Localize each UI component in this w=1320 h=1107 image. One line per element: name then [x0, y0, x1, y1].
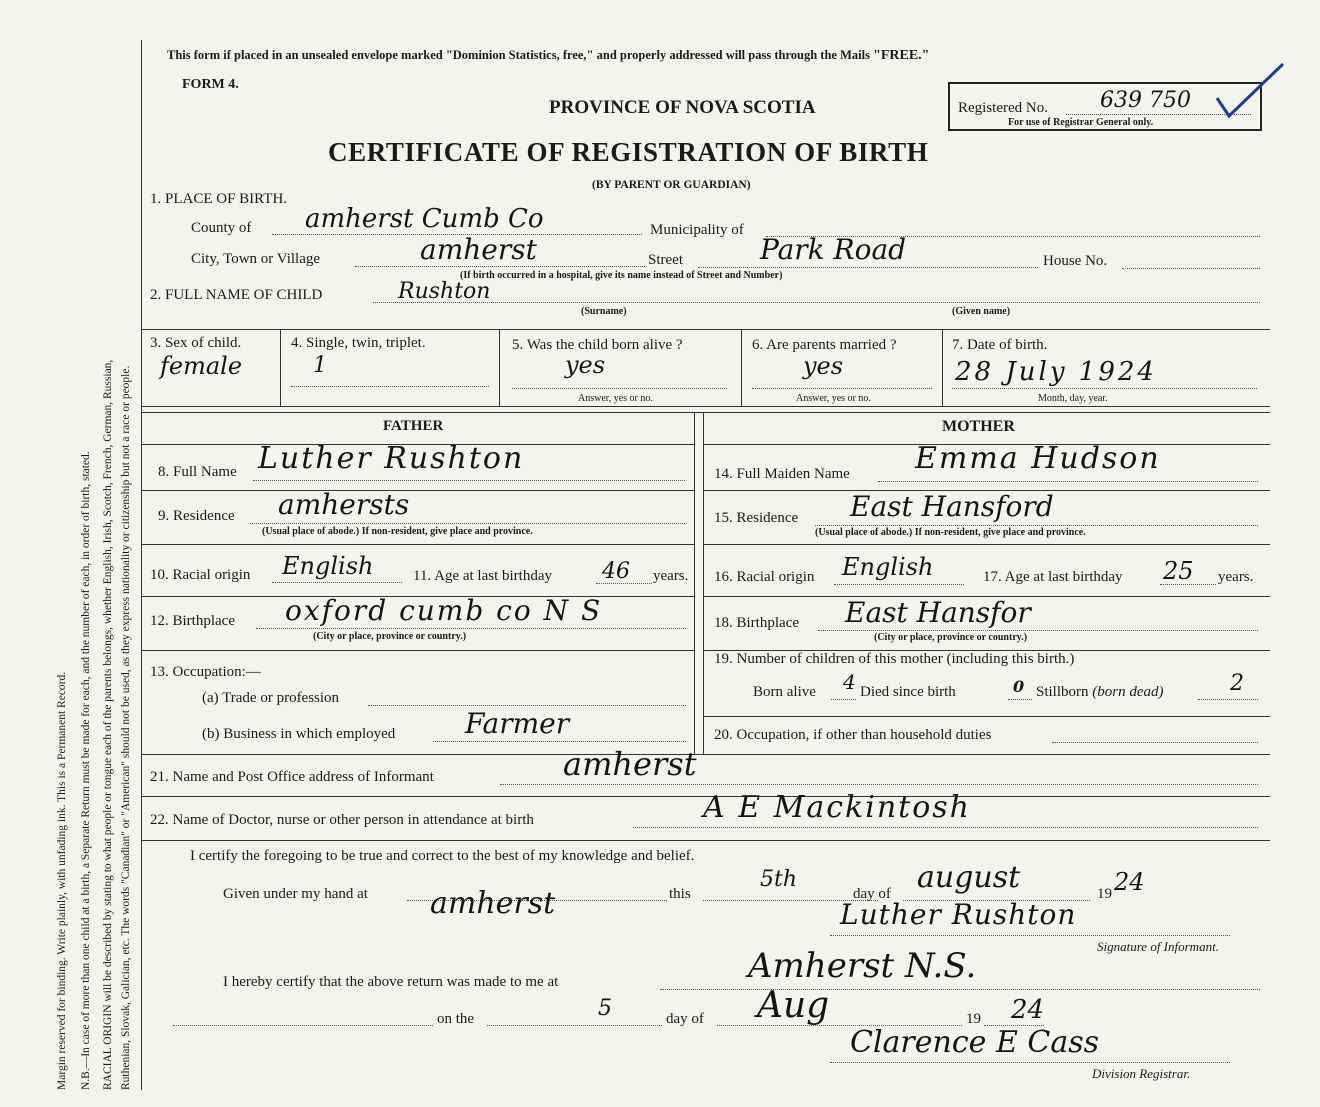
single-line [291, 386, 489, 387]
street-value: Park Road [760, 233, 907, 266]
informant-signature-caption: Signature of Informant. [1097, 939, 1219, 954]
children-count-label: 19. Number of children of this mother (including this birth.) [714, 651, 1075, 667]
mother-residence-label: 15. Residence [714, 510, 799, 526]
trade-label: (a) Trade or profession [202, 690, 340, 706]
date-line [952, 388, 1257, 389]
hospital-note: (If birth occurred in a hospital, give its name instead of Street and Number) [460, 270, 783, 281]
city-line [355, 266, 645, 267]
business-line [433, 741, 686, 742]
registrar-year-suffix: 24 [1011, 995, 1045, 1025]
registrar-day-of: day of [666, 1011, 704, 1027]
child-name-label: 2. FULL NAME OF CHILD [150, 287, 323, 303]
mother-age-label: 17. Age at last birthday [983, 569, 1123, 585]
registered-number: 639 750 [1100, 88, 1191, 113]
stillborn-label [1036, 684, 1164, 701]
mother-age-value: 25 [1163, 557, 1194, 585]
alive-value: yes [565, 351, 606, 379]
doctor-rule [141, 840, 1270, 841]
father-row-rule-2 [141, 544, 694, 545]
married-line [752, 388, 932, 389]
stillborn-italic: (born dead) [1092, 684, 1164, 700]
father-birthplace-caption: (City or place, province or country.) [313, 631, 467, 642]
surname-caption: (Surname) [581, 306, 627, 317]
father-name-value: Luther Rushton [258, 441, 525, 476]
checkmark-icon [1215, 58, 1290, 133]
father-age-value: 46 [602, 559, 630, 584]
stillborn-value: 2 [1230, 671, 1244, 696]
registrar-signature: Clarence E Cass [850, 1025, 1100, 1060]
child-name-line [373, 302, 1260, 303]
father-birthplace-line [256, 628, 686, 629]
died-line [1008, 699, 1032, 700]
this-label: this [669, 886, 691, 902]
father-residence-line [250, 523, 685, 524]
mother-birthplace-label: 18. Birthplace [714, 615, 799, 631]
mother-birthplace-value: East Hansfor [845, 596, 1031, 629]
page-title: CERTIFICATE OF REGISTRATION OF BIRTH [328, 137, 929, 167]
certify-day-value: 5th [760, 867, 798, 892]
city-label: City, Town or Village [191, 251, 321, 267]
informant-signature: Luther Rushton [840, 898, 1077, 931]
registrar-caption: Division Registrar. [1092, 1066, 1191, 1081]
father-years: years. [653, 568, 689, 584]
mail-notice [167, 48, 929, 64]
registrar-year-prefix: 19 [966, 1011, 981, 1027]
father-row-rule-1 [141, 490, 694, 491]
mother-birthplace-caption: (City or place, province or country.) [874, 632, 1028, 643]
father-racial-label: 10. Racial origin [150, 567, 251, 583]
sex-label: 3. Sex of child. [150, 335, 242, 351]
province-heading: PROVINCE OF NOVA SCOTIA [549, 97, 816, 118]
doctor-line [633, 827, 1258, 828]
father-name-label: 8. Full Name [158, 464, 237, 480]
side-note-1: Margin reserved for binding. Write plainly, with unfading ink. This is a Permanent Record. [56, 671, 68, 1090]
mother-racial-line [834, 584, 964, 585]
mother-row-rule-2 [703, 544, 1270, 545]
father-heading: FATHER [383, 418, 444, 434]
registrar-place-value: Amherst N.S. [748, 946, 977, 986]
row3-div-3 [741, 329, 742, 406]
trade-line [368, 705, 686, 706]
father-birthplace-label: 12. Birthplace [150, 613, 235, 629]
parents-divider-b [703, 412, 704, 754]
registrar-month-value: Aug [757, 985, 830, 1026]
row3-div-1 [280, 329, 281, 406]
given-place-value: amherst [430, 886, 556, 921]
parents-top-rule [141, 412, 1270, 413]
mother-residence-line [815, 525, 1258, 526]
died-label: Died since birth [860, 684, 956, 700]
municipality-label: Municipality of [650, 222, 744, 238]
form-number: FORM 4. [182, 77, 239, 92]
registrar-place-line [660, 989, 1260, 990]
born-alive-value: 4 [843, 670, 856, 694]
business-value: Farmer [465, 707, 570, 740]
doctor-label: 22. Name of Doctor, nurse or other person in attendance at birth [150, 812, 534, 828]
informant-line [500, 784, 1258, 785]
parents-bottom-rule [141, 754, 1270, 755]
father-racial-line [272, 582, 402, 583]
father-name-line [253, 480, 685, 481]
row3-div-4 [942, 329, 943, 406]
father-birthplace-value: oxford cumb co N S [285, 594, 603, 627]
informant-value: amherst [563, 745, 697, 783]
sex-value: female [160, 352, 243, 380]
alive-line [512, 388, 727, 389]
mother-occupation-line [1052, 742, 1258, 743]
married-label: 6. Are parents married ? [752, 337, 897, 353]
mother-racial-label: 16. Racial origin [714, 569, 815, 585]
registered-label: Registered No. [958, 100, 1048, 116]
father-residence-value: amhersts [278, 488, 410, 521]
street-label: Street [648, 252, 683, 268]
page-subtitle: (BY PARENT OR GUARDIAN) [592, 179, 751, 191]
mother-birthplace-line [818, 630, 1258, 631]
mother-name-value: Emma Hudson [915, 441, 1161, 476]
business-label: (b) Business in which employed [202, 726, 396, 742]
alive-caption: Answer, yes or no. [578, 393, 653, 404]
certify-month-value: august [917, 860, 1021, 895]
mother-heading: MOTHER [942, 418, 1015, 435]
father-residence-label: 9. Residence [158, 508, 235, 524]
stillborn-line [1198, 699, 1258, 700]
father-abode-note: (Usual place of abode.) If non-resident, give place and province. [262, 526, 533, 537]
mail-notice-text: This form if placed in an unsealed envelope marked "Dominion Statistics, free," and properly addressed will pass through the Mails [167, 48, 874, 62]
parents-divider-a [694, 412, 695, 754]
registrar-day-value: 5 [598, 996, 612, 1021]
mother-name-line [878, 481, 1258, 482]
died-value: 0 [1013, 677, 1025, 696]
informant-signature-line [830, 935, 1230, 936]
born-alive-line [831, 699, 856, 700]
row3-bottom-rule [141, 406, 1270, 407]
mail-notice-free: "FREE." [873, 48, 930, 63]
father-row-rule-4 [141, 650, 694, 651]
registrar-on-the: on the [437, 1011, 475, 1027]
row3-div-2 [499, 329, 500, 406]
single-label: 4. Single, twin, triplet. [291, 335, 426, 351]
child-surname: Rushton [398, 279, 491, 304]
mother-abode-note: (Usual place of abode.) If non-resident, give place and province. [815, 527, 1086, 538]
certify-year-prefix: 19 [1097, 886, 1112, 902]
date-label: 7. Date of birth. [952, 337, 1048, 353]
occupation-label: 13. Occupation:— [150, 664, 261, 680]
alive-label: 5. Was the child born alive ? [512, 337, 683, 353]
registrar-on-line [173, 1025, 433, 1026]
married-caption: Answer, yes or no. [796, 393, 871, 404]
informant-label: 21. Name and Post Office address of Informant [150, 769, 434, 785]
certify-year-suffix: 24 [1114, 868, 1145, 896]
date-caption: Month, day, year. [1038, 393, 1108, 404]
house-line [1122, 268, 1260, 269]
registrar-day-line [487, 1025, 662, 1026]
married-value: yes [803, 352, 844, 380]
born-alive-label: Born alive [753, 684, 816, 700]
side-note-4: Ruthenian, Slovak, Galician, etc. The words "Canadian" or "American" should not be used, as they express nationality or citizenship but not a race or people. [120, 365, 132, 1090]
date-value: 28 July 1924 [955, 357, 1157, 387]
registrar-signature-line [830, 1062, 1230, 1063]
given-under-label: Given under my hand at [223, 886, 368, 902]
city-value: amherst [420, 233, 537, 266]
mother-occupation-label: 20. Occupation, if other than household duties [714, 727, 992, 743]
side-note-3: RACIAL ORIGIN will be described by stating to what people or tongue each of the parents belongs, whether English, Irish, Scotch, French, German, Russian, [102, 359, 114, 1090]
mother-racial-value: English [842, 553, 934, 581]
doctor-value: A E Mackintosh [703, 790, 971, 825]
mother-name-label: 14. Full Maiden Name [714, 466, 850, 482]
stillborn-text: Stillborn [1036, 684, 1089, 700]
county-value: amherst Cumb Co [305, 204, 544, 234]
single-value: 1 [313, 353, 327, 378]
mother-residence-value: East Hansford [850, 490, 1054, 523]
mother-row-rule-5 [703, 716, 1270, 717]
county-label: County of [191, 220, 252, 236]
father-age-label: 11. Age at last birthday [413, 568, 552, 584]
row3-top-rule [141, 329, 1270, 330]
registered-note: For use of Registrar General only. [1008, 117, 1154, 128]
certify-statement: I certify the foregoing to be true and correct to the best of my knowledge and belief. [190, 848, 695, 864]
mother-years: years. [1218, 569, 1254, 585]
house-no-label: House No. [1043, 253, 1108, 269]
side-note-2: N.B.—In case of more than one child at a birth, a Separate Return must be made for each, and the number of each, in order of birth, stated. [80, 451, 92, 1090]
street-line [698, 267, 1038, 268]
certify-day-of-label: day of [853, 886, 891, 902]
given-name-caption: (Given name) [952, 306, 1011, 317]
place-of-birth-heading: 1. PLACE OF BIRTH. [150, 191, 288, 207]
binding-margin-rule [141, 40, 142, 1090]
father-racial-value: English [282, 552, 374, 580]
registrar-statement: I hereby certify that the above return was made to me at [223, 974, 559, 990]
